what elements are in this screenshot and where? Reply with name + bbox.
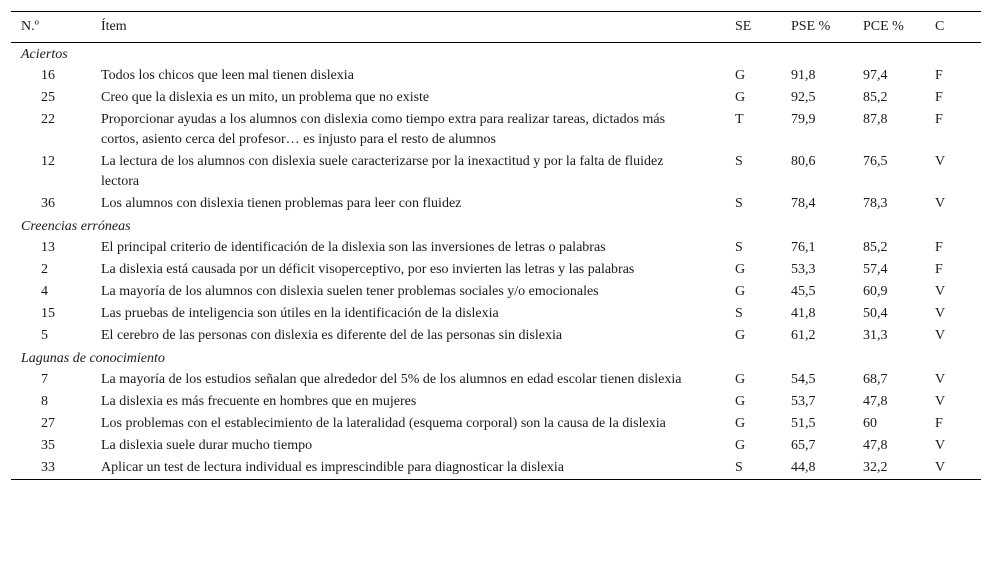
- cell-c: F: [935, 68, 943, 83]
- table-row: [11, 435, 981, 457]
- cell-c: F: [935, 416, 943, 431]
- cell-c: F: [935, 90, 943, 105]
- table-row: [11, 237, 981, 259]
- cell-number: 27: [41, 416, 55, 431]
- section-title: Creencias erróneas: [21, 219, 131, 234]
- cell-se: S: [735, 306, 743, 321]
- header-item: Ítem: [101, 19, 127, 34]
- cell-pse: 45,5: [791, 284, 816, 299]
- cell-pce: 68,7: [863, 372, 888, 387]
- cell-pce: 85,2: [863, 240, 888, 255]
- cell-c: V: [935, 154, 946, 169]
- table-row: [11, 151, 981, 193]
- section-title: Lagunas de conocimiento: [21, 351, 165, 366]
- table-row: [11, 65, 981, 87]
- table-row: [11, 259, 981, 281]
- header-pce: PCE %: [863, 19, 904, 34]
- cell-se: S: [735, 240, 743, 255]
- cell-c: V: [935, 284, 946, 299]
- cell-item: La dislexia suele durar mucho tiempo: [101, 438, 313, 453]
- table-row: [11, 369, 981, 391]
- cell-number: 8: [41, 394, 48, 409]
- cell-c: F: [935, 112, 943, 127]
- cell-pse: 92,5: [791, 90, 816, 105]
- cell-pce: 97,4: [863, 68, 888, 83]
- cell-pce: 76,5: [863, 154, 888, 169]
- section-title: Aciertos: [21, 47, 68, 62]
- cell-number: 7: [41, 372, 48, 387]
- cell-c: V: [935, 394, 946, 409]
- cell-number: 12: [41, 154, 55, 169]
- cell-pse: 78,4: [791, 196, 816, 211]
- cell-pse: 76,1: [791, 240, 816, 255]
- cell-c: V: [935, 438, 946, 453]
- cell-number: 2: [41, 262, 48, 277]
- cell-item: Las pruebas de inteligencia son útiles en la identificación de la dislexia: [101, 306, 499, 321]
- cell-c: V: [935, 372, 946, 387]
- cell-pse: 65,7: [791, 438, 816, 453]
- cell-pce: 78,3: [863, 196, 888, 211]
- cell-se: G: [735, 90, 746, 105]
- cell-se: G: [735, 262, 746, 277]
- cell-pce: 57,4: [863, 262, 888, 277]
- table-row: [11, 193, 981, 215]
- cell-item: La lectura de los alumnos con dislexia suele caracterizarse por la inexactitud y por la falta de fluidez lectora: [101, 154, 664, 189]
- cell-item: La mayoría de los estudios señalan que alrededor del 5% de los alumnos en edad escolar tienen dislexia: [101, 372, 682, 387]
- cell-item: Creo que la dislexia es un mito, un problema que no existe: [101, 90, 430, 105]
- cell-item: Los problemas con el establecimiento de la lateralidad (esquema corporal) son la causa de la dislexia: [101, 416, 666, 431]
- cell-se: G: [735, 438, 746, 453]
- table-group: [11, 215, 981, 347]
- header-c: C: [935, 19, 945, 34]
- cell-number: 13: [41, 240, 55, 255]
- cell-item: La dislexia es más frecuente en hombres que en mujeres: [101, 394, 417, 409]
- cell-se: G: [735, 372, 746, 387]
- cell-pse: 80,6: [791, 154, 816, 169]
- cell-item: Aplicar un test de lectura individual es imprescindible para diagnosticar la dislexia: [101, 460, 565, 475]
- cell-se: S: [735, 460, 743, 475]
- cell-c: V: [935, 328, 946, 343]
- cell-pse: 54,5: [791, 372, 816, 387]
- cell-pse: 44,8: [791, 460, 816, 475]
- cell-number: 35: [41, 438, 55, 453]
- section-row: [11, 347, 981, 369]
- cell-pce: 47,8: [863, 394, 888, 409]
- cell-item: La dislexia está causada por un déficit visoperceptivo, por eso invierten las letras y las palabras: [101, 262, 635, 277]
- header-number: N.º: [21, 19, 39, 34]
- table-row: [11, 303, 981, 325]
- cell-pse: 53,7: [791, 394, 816, 409]
- table-row: [11, 281, 981, 303]
- cell-se: G: [735, 284, 746, 299]
- cell-se: S: [735, 154, 743, 169]
- cell-c: V: [935, 196, 946, 211]
- cell-number: 25: [41, 90, 55, 105]
- cell-pce: 87,8: [863, 112, 888, 127]
- cell-item: La mayoría de los alumnos con dislexia suelen tener problemas sociales y/o emocionales: [101, 284, 599, 299]
- cell-number: 5: [41, 328, 48, 343]
- cell-se: G: [735, 68, 746, 83]
- cell-pce: 47,8: [863, 438, 888, 453]
- table-group: [11, 347, 981, 480]
- cell-pse: 51,5: [791, 416, 816, 431]
- cell-se: T: [735, 112, 744, 127]
- cell-pse: 41,8: [791, 306, 816, 321]
- cell-number: 16: [41, 68, 55, 83]
- table-row: [11, 391, 981, 413]
- table-row: [11, 457, 981, 480]
- cell-item: Los alumnos con dislexia tienen problemas para leer con fluidez: [101, 196, 462, 211]
- header-se: SE: [735, 19, 752, 34]
- cell-item: El principal criterio de identificación de la dislexia son las inversiones de letras o palabras: [101, 240, 606, 255]
- cell-pse: 61,2: [791, 328, 816, 343]
- cell-c: V: [935, 306, 946, 321]
- cell-pse: 53,3: [791, 262, 816, 277]
- cell-c: V: [935, 460, 946, 475]
- cell-number: 22: [41, 112, 55, 127]
- table-row: [11, 325, 981, 347]
- cell-item: Todos los chicos que leen mal tienen dislexia: [101, 68, 354, 83]
- cell-item: Proporcionar ayudas a los alumnos con dislexia como tiempo extra para realizar tareas, dictados más cortos, asiento cerca del profesor… es injusto para el resto de alumnos: [101, 112, 666, 147]
- table-group: [11, 43, 981, 216]
- table-row: [11, 413, 981, 435]
- cell-pse: 79,9: [791, 112, 816, 127]
- cell-item: El cerebro de las personas con dislexia es diferente del de las personas sin dislexia: [101, 328, 563, 343]
- cell-pce: 85,2: [863, 90, 888, 105]
- cell-number: 4: [41, 284, 48, 299]
- cell-number: 15: [41, 306, 55, 321]
- section-row: [11, 43, 981, 66]
- table-row: [11, 109, 981, 151]
- cell-number: 36: [41, 196, 55, 211]
- cell-pce: 60: [863, 416, 877, 431]
- table-row: [11, 87, 981, 109]
- cell-pce: 50,4: [863, 306, 888, 321]
- cell-number: 33: [41, 460, 55, 475]
- cell-se: G: [735, 394, 746, 409]
- section-row: [11, 215, 981, 237]
- cell-c: F: [935, 262, 943, 277]
- cell-se: G: [735, 416, 746, 431]
- cell-pce: 60,9: [863, 284, 888, 299]
- cell-se: G: [735, 328, 746, 343]
- cell-pse: 91,8: [791, 68, 816, 83]
- dyslexia-items-table: [11, 11, 981, 480]
- cell-c: F: [935, 240, 943, 255]
- cell-pce: 32,2: [863, 460, 888, 475]
- cell-pce: 31,3: [863, 328, 888, 343]
- cell-se: S: [735, 196, 743, 211]
- table-header: [11, 12, 981, 43]
- header-pse: PSE %: [791, 19, 831, 34]
